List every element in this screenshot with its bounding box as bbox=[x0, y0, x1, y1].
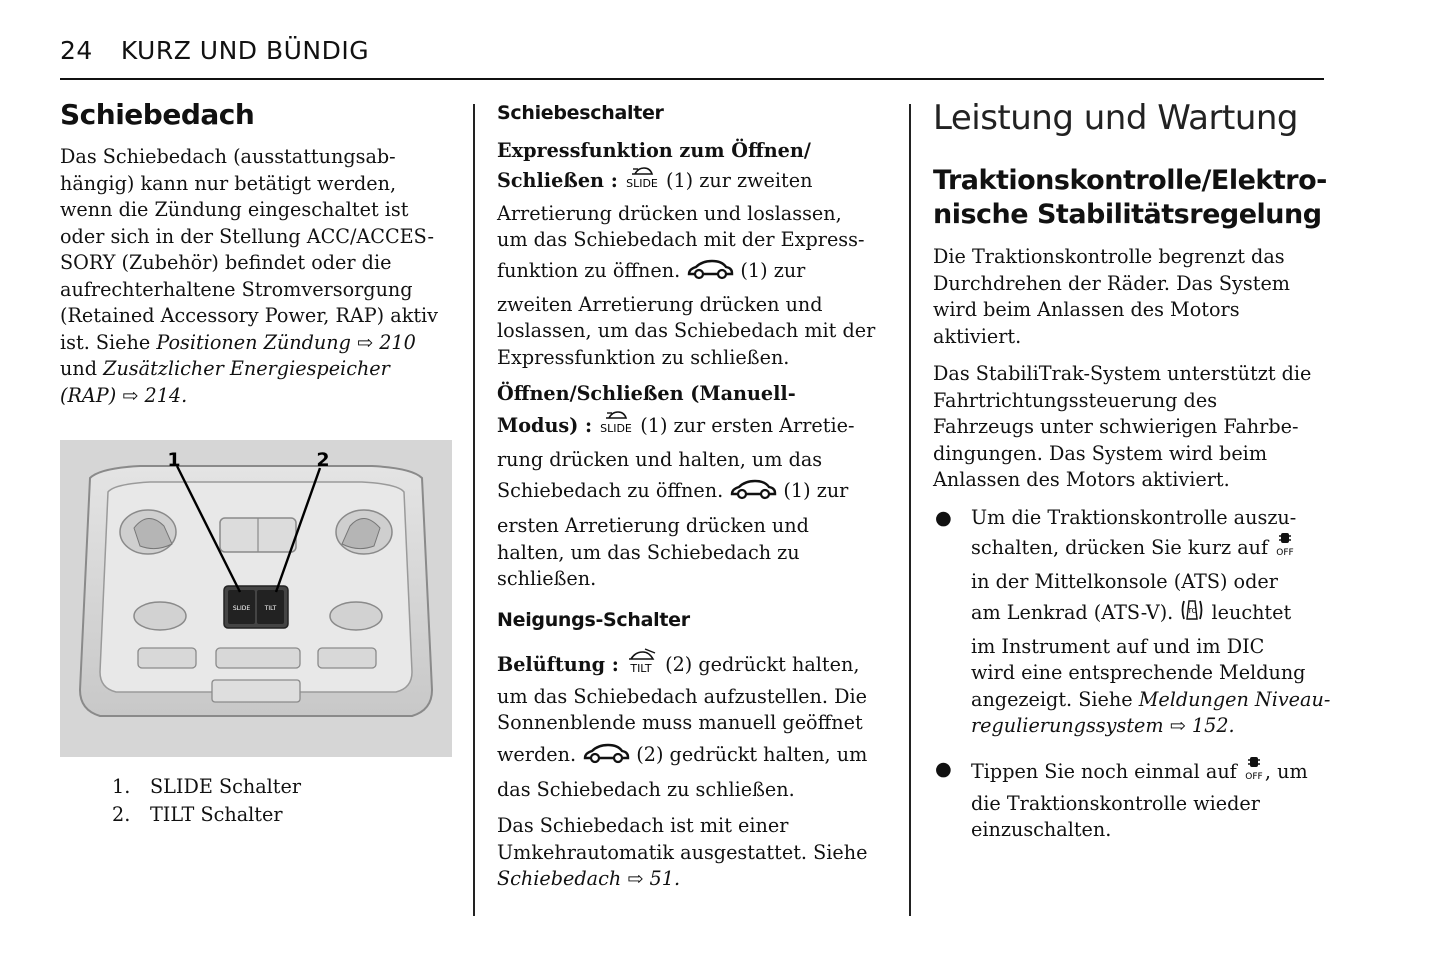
page-number: 24 bbox=[60, 36, 93, 65]
text-line bbox=[497, 647, 897, 684]
text-fragment: Tippen Sie noch einmal auf bbox=[971, 759, 1243, 783]
subheading-neigungs-schalter: Neigungs-Schalter bbox=[497, 608, 690, 631]
express-paragraph bbox=[497, 138, 897, 371]
text-line: Fahrtrichtungssteuerung des bbox=[933, 388, 1218, 412]
bullet-item-1 bbox=[933, 505, 1333, 740]
ref-page[interactable]: 152 bbox=[1191, 714, 1229, 737]
text-line bbox=[497, 165, 897, 201]
text-fragment: (1) zur zweiten bbox=[659, 168, 813, 192]
section-title-schiebedach: Schiebedach bbox=[60, 98, 255, 131]
traction-off-icon bbox=[1243, 756, 1265, 791]
text-line: halten, um das Schiebedach zu bbox=[497, 540, 800, 564]
svg-text:OFF: OFF bbox=[1245, 771, 1263, 782]
sunroof-switch-figure bbox=[60, 440, 452, 757]
text-line bbox=[497, 473, 897, 513]
bullet-icon: ● bbox=[935, 756, 952, 780]
text-line bbox=[971, 713, 1333, 740]
text-line bbox=[971, 756, 1333, 791]
text-line: aktiviert. bbox=[933, 324, 1022, 348]
vent-title: Belüftung : bbox=[497, 652, 619, 676]
text-line: Die Traktionskontrolle begrenzt das bbox=[933, 245, 1285, 268]
ref-link-regulierungssystem[interactable]: regulierungssystem bbox=[971, 714, 1164, 737]
car-close-icon bbox=[729, 477, 777, 513]
manual-title: Modus) : bbox=[497, 413, 593, 437]
column-2 bbox=[497, 100, 897, 893]
text-fragment: , um bbox=[1264, 759, 1308, 783]
text-line: wenn die Zündung eingeschaltet ist bbox=[60, 198, 409, 221]
text-line bbox=[971, 531, 1333, 569]
ref-arrow-icon: ⇨ bbox=[357, 330, 374, 354]
text-line: Fahrzeugs unter schwierigen Fahrbe- bbox=[933, 415, 1299, 438]
legend-number: 1. bbox=[112, 775, 131, 798]
bullet-item-2 bbox=[933, 756, 1333, 844]
manual-title: Öffnen/Schließen (Manuell- bbox=[497, 382, 796, 405]
text-line: im Instrument auf und im DIC bbox=[971, 634, 1265, 658]
text-fragment: . bbox=[181, 383, 188, 407]
traction-title-line: nische Stabilitätsregelung bbox=[933, 199, 1322, 230]
traction-off-icon bbox=[1274, 532, 1296, 569]
tilt-icon bbox=[625, 647, 659, 684]
text-line: zweiten Arretierung drücken und bbox=[497, 292, 823, 316]
text-line bbox=[497, 381, 897, 408]
auto-reverse-paragraph bbox=[497, 813, 897, 893]
text-line: loslassen, um das Schiebedach mit der bbox=[497, 319, 876, 342]
ref-link-positionen-zuendung[interactable]: Positionen Zündung bbox=[156, 330, 351, 354]
text-line: Um die Traktionskontrolle auszu- bbox=[971, 505, 1297, 529]
text-line: Umkehrautomatik ausgestattet. Siehe bbox=[497, 840, 868, 864]
column-divider-right bbox=[909, 104, 911, 916]
manual-paragraph bbox=[497, 381, 897, 593]
text-line bbox=[497, 254, 897, 292]
text-line: Das StabiliTrak-System unterstützt die bbox=[933, 362, 1312, 385]
text-fragment: (1) zur ersten Arretie- bbox=[634, 413, 855, 437]
slide-icon bbox=[624, 165, 660, 201]
subheading-schiebeschalter: Schiebeschalter bbox=[497, 102, 664, 124]
callout-2: 2 bbox=[316, 449, 330, 471]
text-line bbox=[60, 383, 460, 410]
tilt-button-label: TILT bbox=[264, 605, 277, 612]
ref-arrow-icon: ⇨ bbox=[627, 867, 644, 890]
text-line: Das Schiebedach (ausstattungsab- bbox=[60, 145, 396, 168]
text-fragment: (2) gedrückt halten, um bbox=[630, 742, 868, 766]
text-line: Sonnenblende muss manuell geöffnet bbox=[497, 711, 863, 734]
text-line bbox=[497, 866, 897, 893]
slide-button-label: SLIDE bbox=[232, 605, 251, 612]
text-line: die Traktionskontrolle wieder bbox=[971, 791, 1260, 815]
column-1 bbox=[60, 98, 460, 409]
traction-paragraph-2 bbox=[933, 361, 1333, 494]
column-3 bbox=[933, 98, 1333, 844]
text-fragment: werden. bbox=[497, 742, 583, 766]
text-line: rung drücken und halten, um das bbox=[497, 447, 823, 471]
car-close-icon bbox=[686, 257, 734, 292]
svg-text:TILT: TILT bbox=[630, 661, 652, 675]
text-line: oder sich in der Stellung ACC/ACCES- bbox=[60, 224, 434, 248]
ref-page[interactable]: 210 bbox=[379, 330, 416, 354]
text-fragment: und bbox=[60, 357, 104, 380]
header-rule bbox=[60, 78, 1324, 80]
text-fragment: . bbox=[1228, 714, 1235, 737]
text-line: einzuschalten. bbox=[971, 818, 1112, 841]
text-line bbox=[971, 687, 1333, 714]
text-line bbox=[497, 408, 897, 447]
text-line: das Schiebedach zu schließen. bbox=[497, 777, 795, 801]
text-line: (Retained Accessory Power, RAP) aktiv bbox=[60, 304, 439, 327]
legend-item bbox=[112, 801, 301, 829]
legend-number: 2. bbox=[112, 803, 131, 826]
text-line: wird beim Anlassen des Motors bbox=[933, 298, 1240, 321]
text-line bbox=[971, 596, 1333, 634]
svg-text:OFF: OFF bbox=[1276, 548, 1294, 558]
text-fragment: (2) gedrückt halten, bbox=[658, 652, 860, 676]
legend-text: TILT Schalter bbox=[150, 803, 283, 826]
page-header bbox=[60, 36, 369, 65]
text-line: Arretierung drücken und loslassen, bbox=[497, 201, 842, 225]
callout-1: 1 bbox=[167, 449, 181, 471]
ref-link-schiebedach[interactable]: Schiebedach bbox=[497, 867, 622, 890]
schiebedach-paragraph bbox=[60, 144, 460, 409]
text-line bbox=[60, 356, 460, 383]
svg-text:SLIDE: SLIDE bbox=[626, 176, 658, 190]
ref-arrow-icon: ⇨ bbox=[122, 383, 139, 407]
vent-paragraph bbox=[497, 647, 897, 804]
text-line: wird eine entsprechende Meldung bbox=[971, 661, 1306, 684]
svg-text:SLIDE: SLIDE bbox=[600, 421, 633, 435]
text-fragment: . bbox=[673, 867, 681, 890]
overhead-console-illustration bbox=[60, 440, 452, 757]
text-fragment: Schiebedach zu öffnen. bbox=[497, 479, 730, 502]
text-fragment: angezeigt. Siehe bbox=[971, 687, 1139, 711]
traction-title-line: Traktionskontrolle/Elektro- bbox=[933, 165, 1327, 196]
text-line: in der Mittelkonsole (ATS) oder bbox=[971, 570, 1278, 593]
figure-legend bbox=[112, 773, 301, 829]
text-line bbox=[497, 138, 897, 165]
text-line: SORY (Zubehör) befindet oder die bbox=[60, 251, 392, 274]
legend-text: SLIDE Schalter bbox=[150, 775, 302, 798]
text-fragment: schalten, drücken Sie kurz auf bbox=[971, 536, 1275, 559]
ref-page[interactable]: 51 bbox=[649, 867, 674, 890]
text-line: Expressfunktion zu schließen. bbox=[497, 345, 790, 369]
text-line bbox=[497, 737, 897, 777]
express-title: Expressfunktion zum Öffnen/ bbox=[497, 139, 811, 162]
text-fragment: (1) zur bbox=[777, 479, 849, 502]
slide-icon bbox=[598, 408, 634, 447]
text-fragment: ist. Siehe bbox=[60, 330, 157, 354]
traction-title bbox=[933, 164, 1333, 232]
text-line: ersten Arretierung drücken und bbox=[497, 514, 809, 537]
text-fragment: leuchtet bbox=[1205, 600, 1292, 624]
ref-link-meldungen[interactable]: Meldungen Niveau- bbox=[1138, 687, 1331, 711]
text-line: Durchdrehen der Räder. Das System bbox=[933, 271, 1290, 295]
svg-text:TC: TC bbox=[1187, 606, 1197, 615]
text-line: um das Schiebedach mit der Express- bbox=[497, 228, 865, 251]
text-line: hängig) kann nur betätigt werden, bbox=[60, 171, 397, 195]
text-line: Anlassen des Motors aktiviert. bbox=[933, 468, 1230, 491]
text-line: dingungen. Das System wird beim bbox=[933, 441, 1268, 465]
ref-arrow-icon: ⇨ bbox=[1169, 714, 1186, 737]
text-line: schließen. bbox=[497, 567, 597, 590]
ref-link-energiespeicher[interactable]: Zusätzlicher Energiespeicher bbox=[103, 357, 390, 380]
text-fragment: (1) zur bbox=[734, 258, 806, 282]
text-fragment: funktion zu öffnen. bbox=[497, 258, 687, 282]
car-close-icon bbox=[582, 741, 630, 777]
text-fragment: am Lenkrad (ATS-V). bbox=[971, 600, 1180, 624]
column-divider-left bbox=[473, 104, 475, 916]
ref-page[interactable]: 214 bbox=[144, 383, 182, 407]
express-title: Schließen : bbox=[497, 168, 618, 192]
traction-paragraph-1 bbox=[933, 244, 1333, 350]
legend-item bbox=[112, 773, 301, 801]
ref-link-rap[interactable]: (RAP) bbox=[60, 383, 117, 407]
chapter-title: KURZ UND BÜNDIG bbox=[120, 36, 370, 65]
bullet-icon: ● bbox=[935, 505, 952, 529]
text-line bbox=[60, 330, 460, 357]
text-line: um das Schiebedach aufzustellen. Die bbox=[497, 684, 867, 708]
text-line: Das Schiebedach ist mit einer bbox=[497, 814, 789, 837]
section-title-leistung: Leistung und Wartung bbox=[933, 98, 1298, 138]
text-line: aufrechterhaltene Stromversorgung bbox=[60, 277, 413, 301]
traction-control-light-icon bbox=[1179, 597, 1205, 634]
